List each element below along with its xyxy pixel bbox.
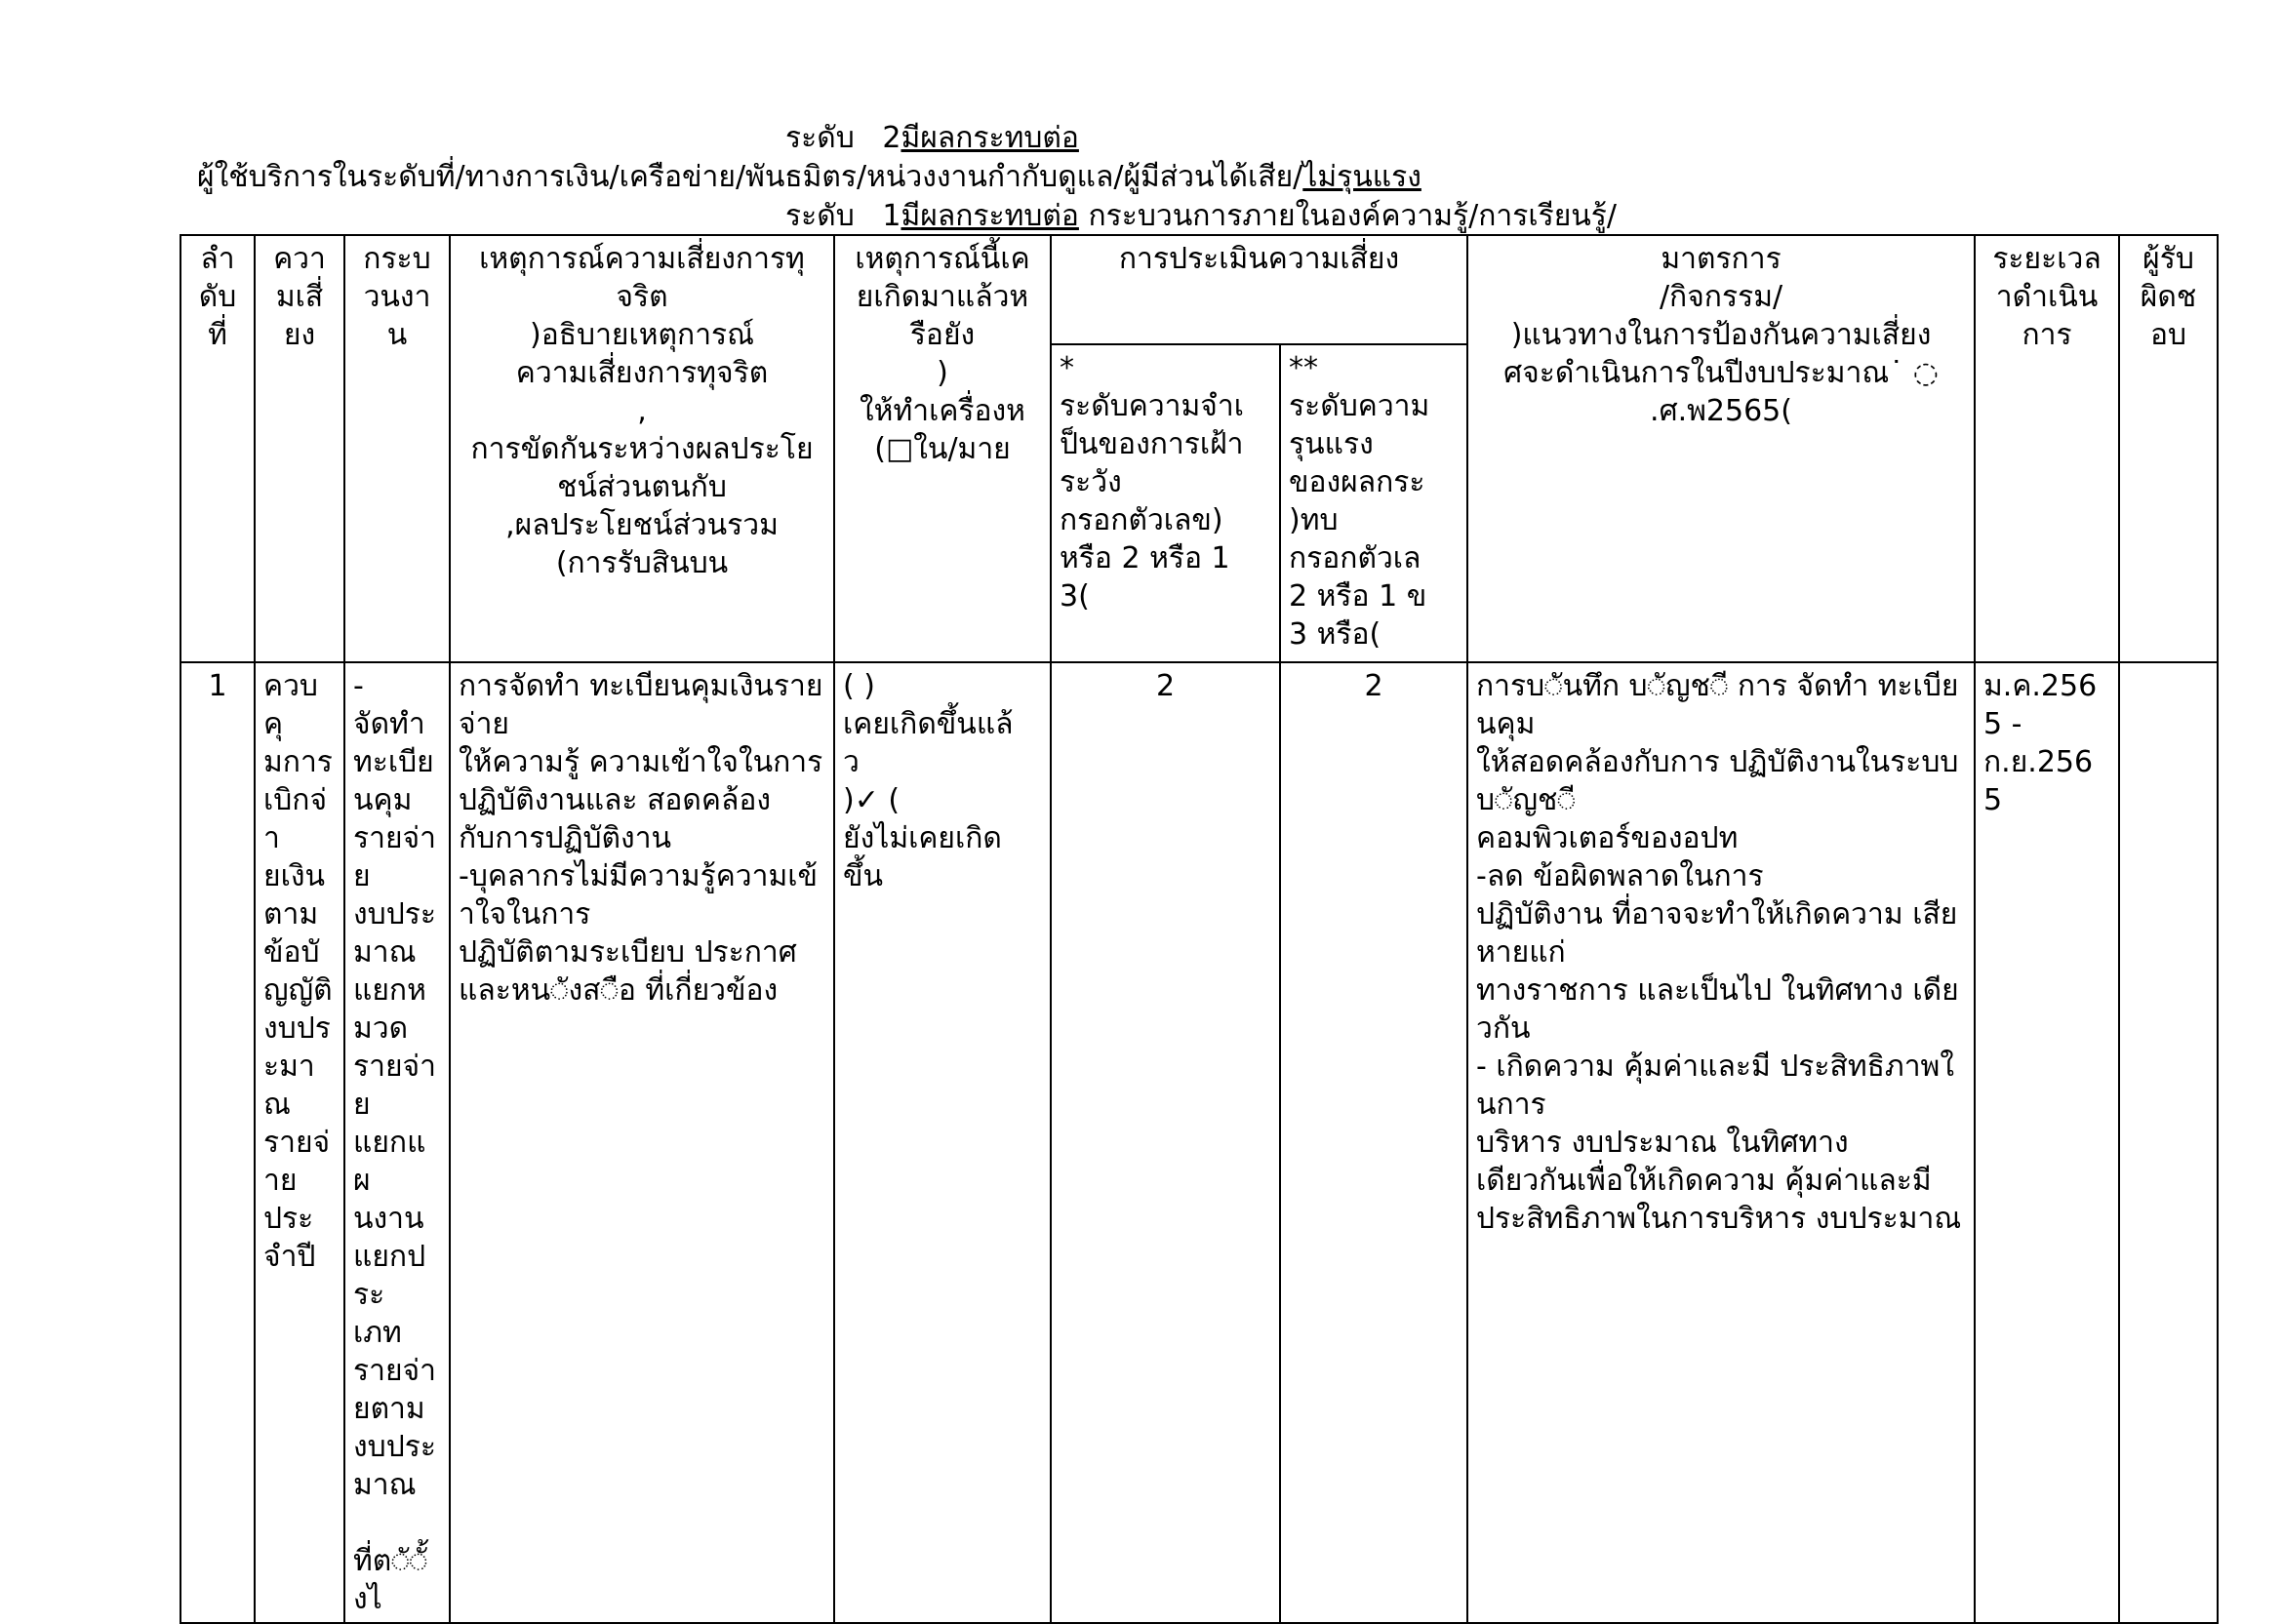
header-no: ลำ ดับ ที่ — [180, 235, 255, 662]
header-risk: ควา มเสี่ ยง — [255, 235, 344, 662]
header-level-label-2: ระดับ — [785, 199, 855, 233]
cell-occurred: ( ) เคยเกิดขึ้นแล้ ว )✓ ( ยังไม่เคยเกิด ขึ้น — [834, 662, 1051, 1623]
header-likelihood: * ระดับความจำเ ป็นของการเฝ้า ระวัง กรอกตัวเลข) หรือ 2 หรือ 1 3( — [1051, 344, 1280, 662]
header-line-2 — [197, 160, 1421, 195]
header-impact-text: มีผลกระทบต่อ — [901, 121, 1079, 155]
header-line-3 — [785, 199, 1617, 234]
cell-event: การจัดทำ ทะเบียนคุมเงินรายจ่าย ให้ความรู้ ความเข้าใจในการ ปฏิบัติงานและ สอดคล้อง กับการปฏิบัติงาน -บุคลากรไม่มีความรู้ความเข้าใจในการ ปฏิบัติตามระเบียบ ประกาศ และหน◌ังส◌ือ ที่เกี่ยวข้อง — [450, 662, 834, 1623]
table-row — [180, 662, 2218, 1623]
header-occurred: เหตุการณ์นี้เค ยเกิดมาแล้วห รือยัง ) ให้ทำเครื่องห (□ใน/มาย — [834, 235, 1051, 662]
cell-measures: การบ◌ันทึก บ◌ัญช◌ี การ จัดทำ ทะเบียนคุม ให้สอดคล้องกับการ ปฏิบัติงานในระบบบ◌ัญช◌ี คอมพิวเตอร์ของอปท -ลด ข้อผิดพลาดในการ ปฏิบัติงาน ที่อาจจะทำให้เกิดความ เสียหายแก่ ทางราชการ และเป็นไป ในทิศทาง เดียวกัน - เกิดความ คุ้มค่าและมี ประสิทธิภาพในการ บริหาร งบประมาณ ในทิศทาง เดียวกันเพื่อให้เกิดความ คุ้มค่าและมี ประสิทธิภาพในการบริหาร งบประมาณ — [1467, 662, 1975, 1623]
header-line-1 — [785, 121, 1079, 156]
header-impact-text-2: มีผลกระทบต่อ — [901, 199, 1079, 233]
cell-risk: ควบคุ มการ เบิกจ่า ยเงิน ตาม ข้อบั ญญัติ งบปร ะมาณ รายจ่ าย ประ จำปี — [255, 662, 344, 1623]
header-assessment: การประเมินความเสี่ยง — [1051, 235, 1467, 344]
cell-no: 1 — [180, 662, 255, 1623]
cell-process: - จัดทำ ทะเบีย นคุม รายจ่า ย งบประ มาณ แยกห มวด รายจ่า ย แยกแผ นงาน แยกประ เภท รายจ่า ยตาม งบประ มาณ ที่ต◌ั◌ั้งไ — [344, 662, 450, 1623]
header-period: ระยะเวล าดำเนิน การ — [1975, 235, 2119, 662]
header-level-label: ระดับ — [785, 121, 855, 155]
cell-owner — [2119, 662, 2218, 1623]
cell-severity: 2 — [1280, 662, 1467, 1623]
header-measures: มาตรการ /กิจกรรม/ )แนวทางในการป้องกันความเสี่ยง ศจะดำเนินการในปีงบประมาณ˙ ◌ .ศ.พ2565( — [1467, 235, 1975, 662]
header-process: กระบ วนงา น — [344, 235, 450, 662]
header-not-severe: ไม่รุนแรง — [1302, 160, 1421, 194]
header-level-number: 2 — [882, 121, 901, 155]
header-event: เหตุการณ์ความเสี่ยงการทุ จริต )อธิบายเหตุการณ์ ความเสี่ยงการทุจริต , การขัดกันระหว่างผลประโย ชน์ส่วนตนกับ ,ผลประโยชน์ส่วนรวม (การรับสินบน — [450, 235, 834, 662]
cell-period: ม.ค.256 5 - ก.ย.256 5 — [1975, 662, 2119, 1623]
header-level-number-2: 1 — [882, 199, 901, 233]
header-severity: ** ระดับความ รุนแรง ของผลกระ )ทบ กรอกตัวเล 2 หรือ 1 ข 3 หรือ( — [1280, 344, 1467, 662]
cell-likelihood: 2 — [1051, 662, 1280, 1623]
header-owner: ผู้รับ ผิดช อบ — [2119, 235, 2218, 662]
risk-assessment-table — [180, 234, 2219, 1624]
header-stakeholders-text: ผู้ใช้บริการในระดับที่/ทางการเงิน/เครือข่าย/พันธมิตร/หน่วงงานกำกับดูแล/ผู้มีส่วนได้เสีย/ — [197, 160, 1303, 194]
header-internal-process: กระบวนการภายในองค์ความรู้/การเรียนรู้/ — [1078, 199, 1618, 233]
